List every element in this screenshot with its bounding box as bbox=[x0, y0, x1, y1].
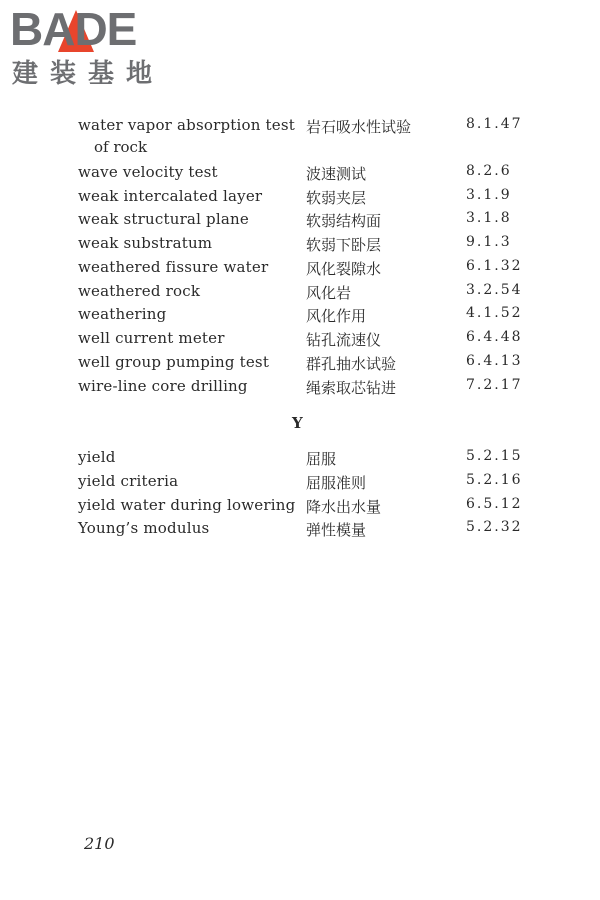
entry-chinese: 屈服准则 bbox=[306, 474, 367, 492]
entry-english: weak substratum bbox=[78, 234, 213, 252]
entry-section-ref: 6.4.48 bbox=[466, 329, 523, 345]
entry-section-ref: 8.1.47 bbox=[466, 116, 523, 132]
entry-section-ref: 6.4.13 bbox=[466, 353, 523, 369]
entry-section-ref: 9.1.3 bbox=[466, 234, 512, 250]
entry-chinese: 弹性模量 bbox=[306, 521, 367, 539]
entry-chinese: 风化裂隙水 bbox=[306, 260, 382, 278]
entry-chinese: 钻孔流速仪 bbox=[306, 331, 382, 349]
entry-english: water vapor absorption test bbox=[78, 116, 295, 134]
entry-chinese: 绳索取芯钻进 bbox=[306, 379, 397, 397]
index-entry bbox=[0, 519, 600, 543]
entry-english-continuation: of rock bbox=[94, 138, 148, 156]
entry-chinese: 岩石吸水性试验 bbox=[306, 118, 412, 136]
entry-section-ref: 4.1.52 bbox=[466, 305, 523, 321]
entry-english: Young’s modulus bbox=[78, 519, 210, 537]
entry-english: yield criteria bbox=[78, 472, 179, 490]
entry-chinese: 风化作用 bbox=[306, 307, 367, 325]
entry-english: well current meter bbox=[78, 329, 225, 347]
section-heading-letter: Y bbox=[292, 414, 303, 432]
entry-chinese: 软弱下卧层 bbox=[306, 236, 382, 254]
entry-english: wire-line core drilling bbox=[78, 377, 248, 395]
entry-english: weathering bbox=[78, 305, 167, 323]
page-number: 210 bbox=[84, 834, 115, 853]
entry-english: wave velocity test bbox=[78, 163, 218, 181]
index-entry bbox=[0, 329, 600, 353]
index-entry bbox=[0, 187, 600, 211]
entry-chinese: 软弱结构面 bbox=[306, 212, 382, 230]
entry-chinese: 风化岩 bbox=[306, 284, 352, 302]
entry-section-ref: 6.5.12 bbox=[466, 496, 523, 512]
entry-chinese: 降水出水量 bbox=[306, 498, 382, 516]
index-entry bbox=[0, 234, 600, 258]
entry-english: yield water during lowering bbox=[78, 496, 296, 514]
entry-section-ref: 5.2.15 bbox=[466, 448, 523, 464]
index-entry bbox=[0, 210, 600, 234]
entry-section-ref: 5.2.16 bbox=[466, 472, 523, 488]
entry-chinese: 群孔抽水试验 bbox=[306, 355, 397, 373]
index-entry bbox=[0, 377, 600, 401]
entry-section-ref: 7.2.17 bbox=[466, 377, 523, 393]
index-entry bbox=[0, 496, 600, 520]
index-entry bbox=[0, 258, 600, 282]
entry-chinese: 软弱夹层 bbox=[306, 189, 367, 207]
logo-chinese-text: 建装基地 bbox=[12, 59, 165, 89]
entry-english: weak structural plane bbox=[78, 210, 249, 228]
bade-logo bbox=[10, 4, 175, 90]
index-entry bbox=[0, 472, 600, 496]
index-entry bbox=[0, 448, 600, 472]
logo-brand-text: BADE bbox=[10, 3, 137, 55]
entry-section-ref: 3.2.54 bbox=[466, 282, 523, 298]
entry-section-ref: 3.1.9 bbox=[466, 187, 512, 203]
index-entry bbox=[0, 282, 600, 306]
entry-chinese: 波速测试 bbox=[306, 165, 367, 183]
entry-english: weathered rock bbox=[78, 282, 201, 300]
entry-section-ref: 5.2.32 bbox=[466, 519, 523, 535]
index-entry bbox=[0, 163, 600, 187]
index-entry bbox=[0, 353, 600, 377]
entry-chinese: 屈服 bbox=[306, 450, 337, 468]
entry-english: yield bbox=[78, 448, 116, 466]
index-entry bbox=[0, 305, 600, 329]
entry-section-ref: 6.1.32 bbox=[466, 258, 523, 274]
entry-english: weathered fissure water bbox=[78, 258, 269, 276]
index-entry bbox=[0, 116, 600, 162]
entry-english: well group pumping test bbox=[78, 353, 270, 371]
entry-section-ref: 8.2.6 bbox=[466, 163, 512, 179]
entry-english: weak intercalated layer bbox=[78, 187, 263, 205]
entry-section-ref: 3.1.8 bbox=[466, 210, 512, 226]
